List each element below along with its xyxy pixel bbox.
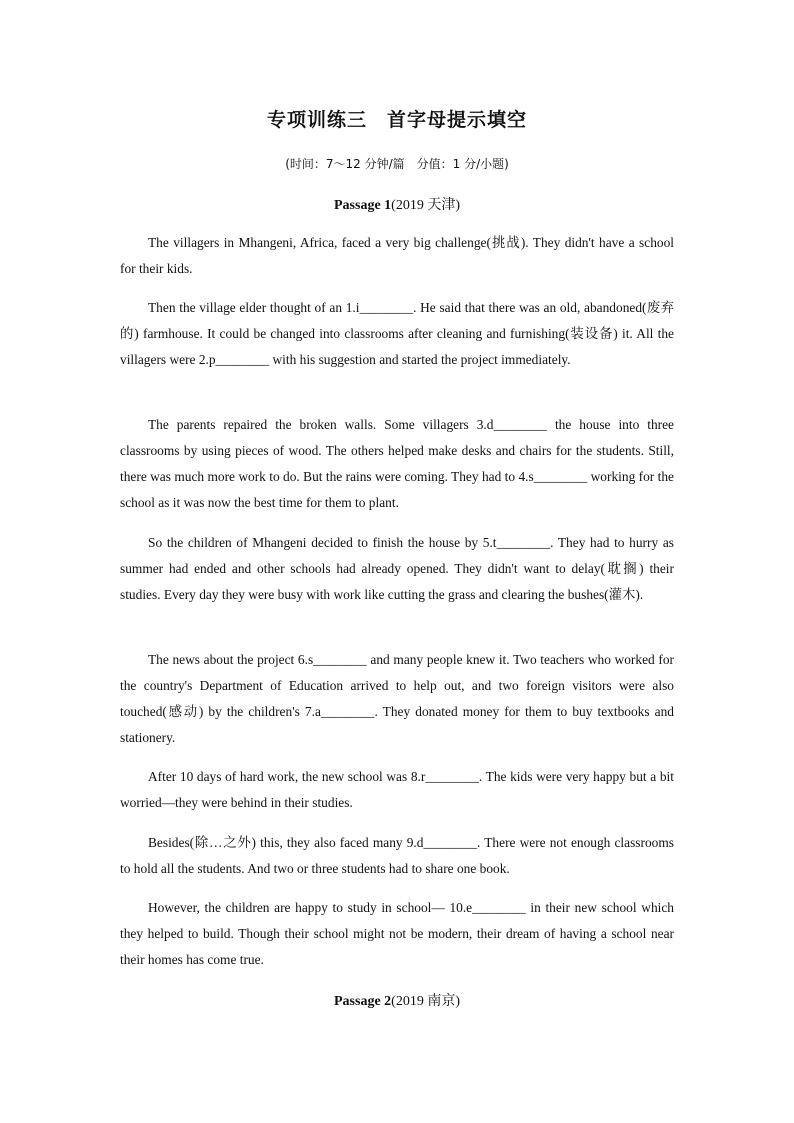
passage-1-heading — [0, 194, 794, 214]
paragraph-3: The parents repaired the broken walls. Some villagers 3.d________ the house into three classrooms by using pieces of wood. The others helped make desks and chairs for the students. Still, there was much more work to do. But the rains were coming. They had to 4.s________ working for the school as it was now the best time for them to plant. — [120, 417, 674, 510]
passage-2-heading — [0, 990, 794, 1010]
passage-2-name: Passage 2 — [334, 994, 392, 1009]
paragraph-1: The villagers in Mhangeni, Africa, faced a very big challenge(挑战). They didn't have a school for their kids. — [120, 235, 674, 276]
paragraph-5: The news about the project 6.s________ and many people knew it. Two teachers who worked for the country's Department of Education arrived to help out, and two foreign visitors were also touched(感动) by the children's 7.a________. They donated money for them to buy textbooks and stationery. — [120, 652, 674, 745]
paragraph-8: However, the children are happy to study in school— 10.e________ in their new school which they helped to build. Though their school might not be modern, their dream of having a school near their homes has come true. — [120, 900, 674, 967]
passage-1-name: Passage 1 — [334, 198, 392, 213]
paragraph-6: After 10 days of hard work, the new school was 8.r________. The kids were very happy but a bit worried—they were behind in their studies. — [120, 769, 674, 810]
passage-1-source: (2019 天津) — [391, 198, 460, 213]
page-subtitle: (时间：7～12 分钟/篇 分值：1 分/小题) — [285, 157, 509, 171]
paragraph-4: So the children of Mhangeni decided to finish the house by 5.t________. They had to hurry as summer had ended and other schools had already opened. They didn't want to delay(耽搁) their studies. Every day they were busy with work like cutting the grass and clearing the bushes(灌木). — [120, 535, 674, 602]
paragraph-2: Then the village elder thought of an 1.i________. He said that there was an old, abandoned(废弃的) farmhouse. It could be changed into classrooms after cleaning and furnishing(装设备) it. All the villagers were 2.p________ with his suggestion and started the project immediately. — [120, 300, 674, 367]
paragraph-7: Besides(除…之外) this, they also faced many 9.d________. There were not enough classrooms to hold all the students. And two or three students had to share one book. — [120, 835, 674, 876]
page-title: 专项训练三 首字母提示填空 — [266, 109, 527, 131]
passage-2-source: (2019 南京) — [391, 994, 460, 1009]
